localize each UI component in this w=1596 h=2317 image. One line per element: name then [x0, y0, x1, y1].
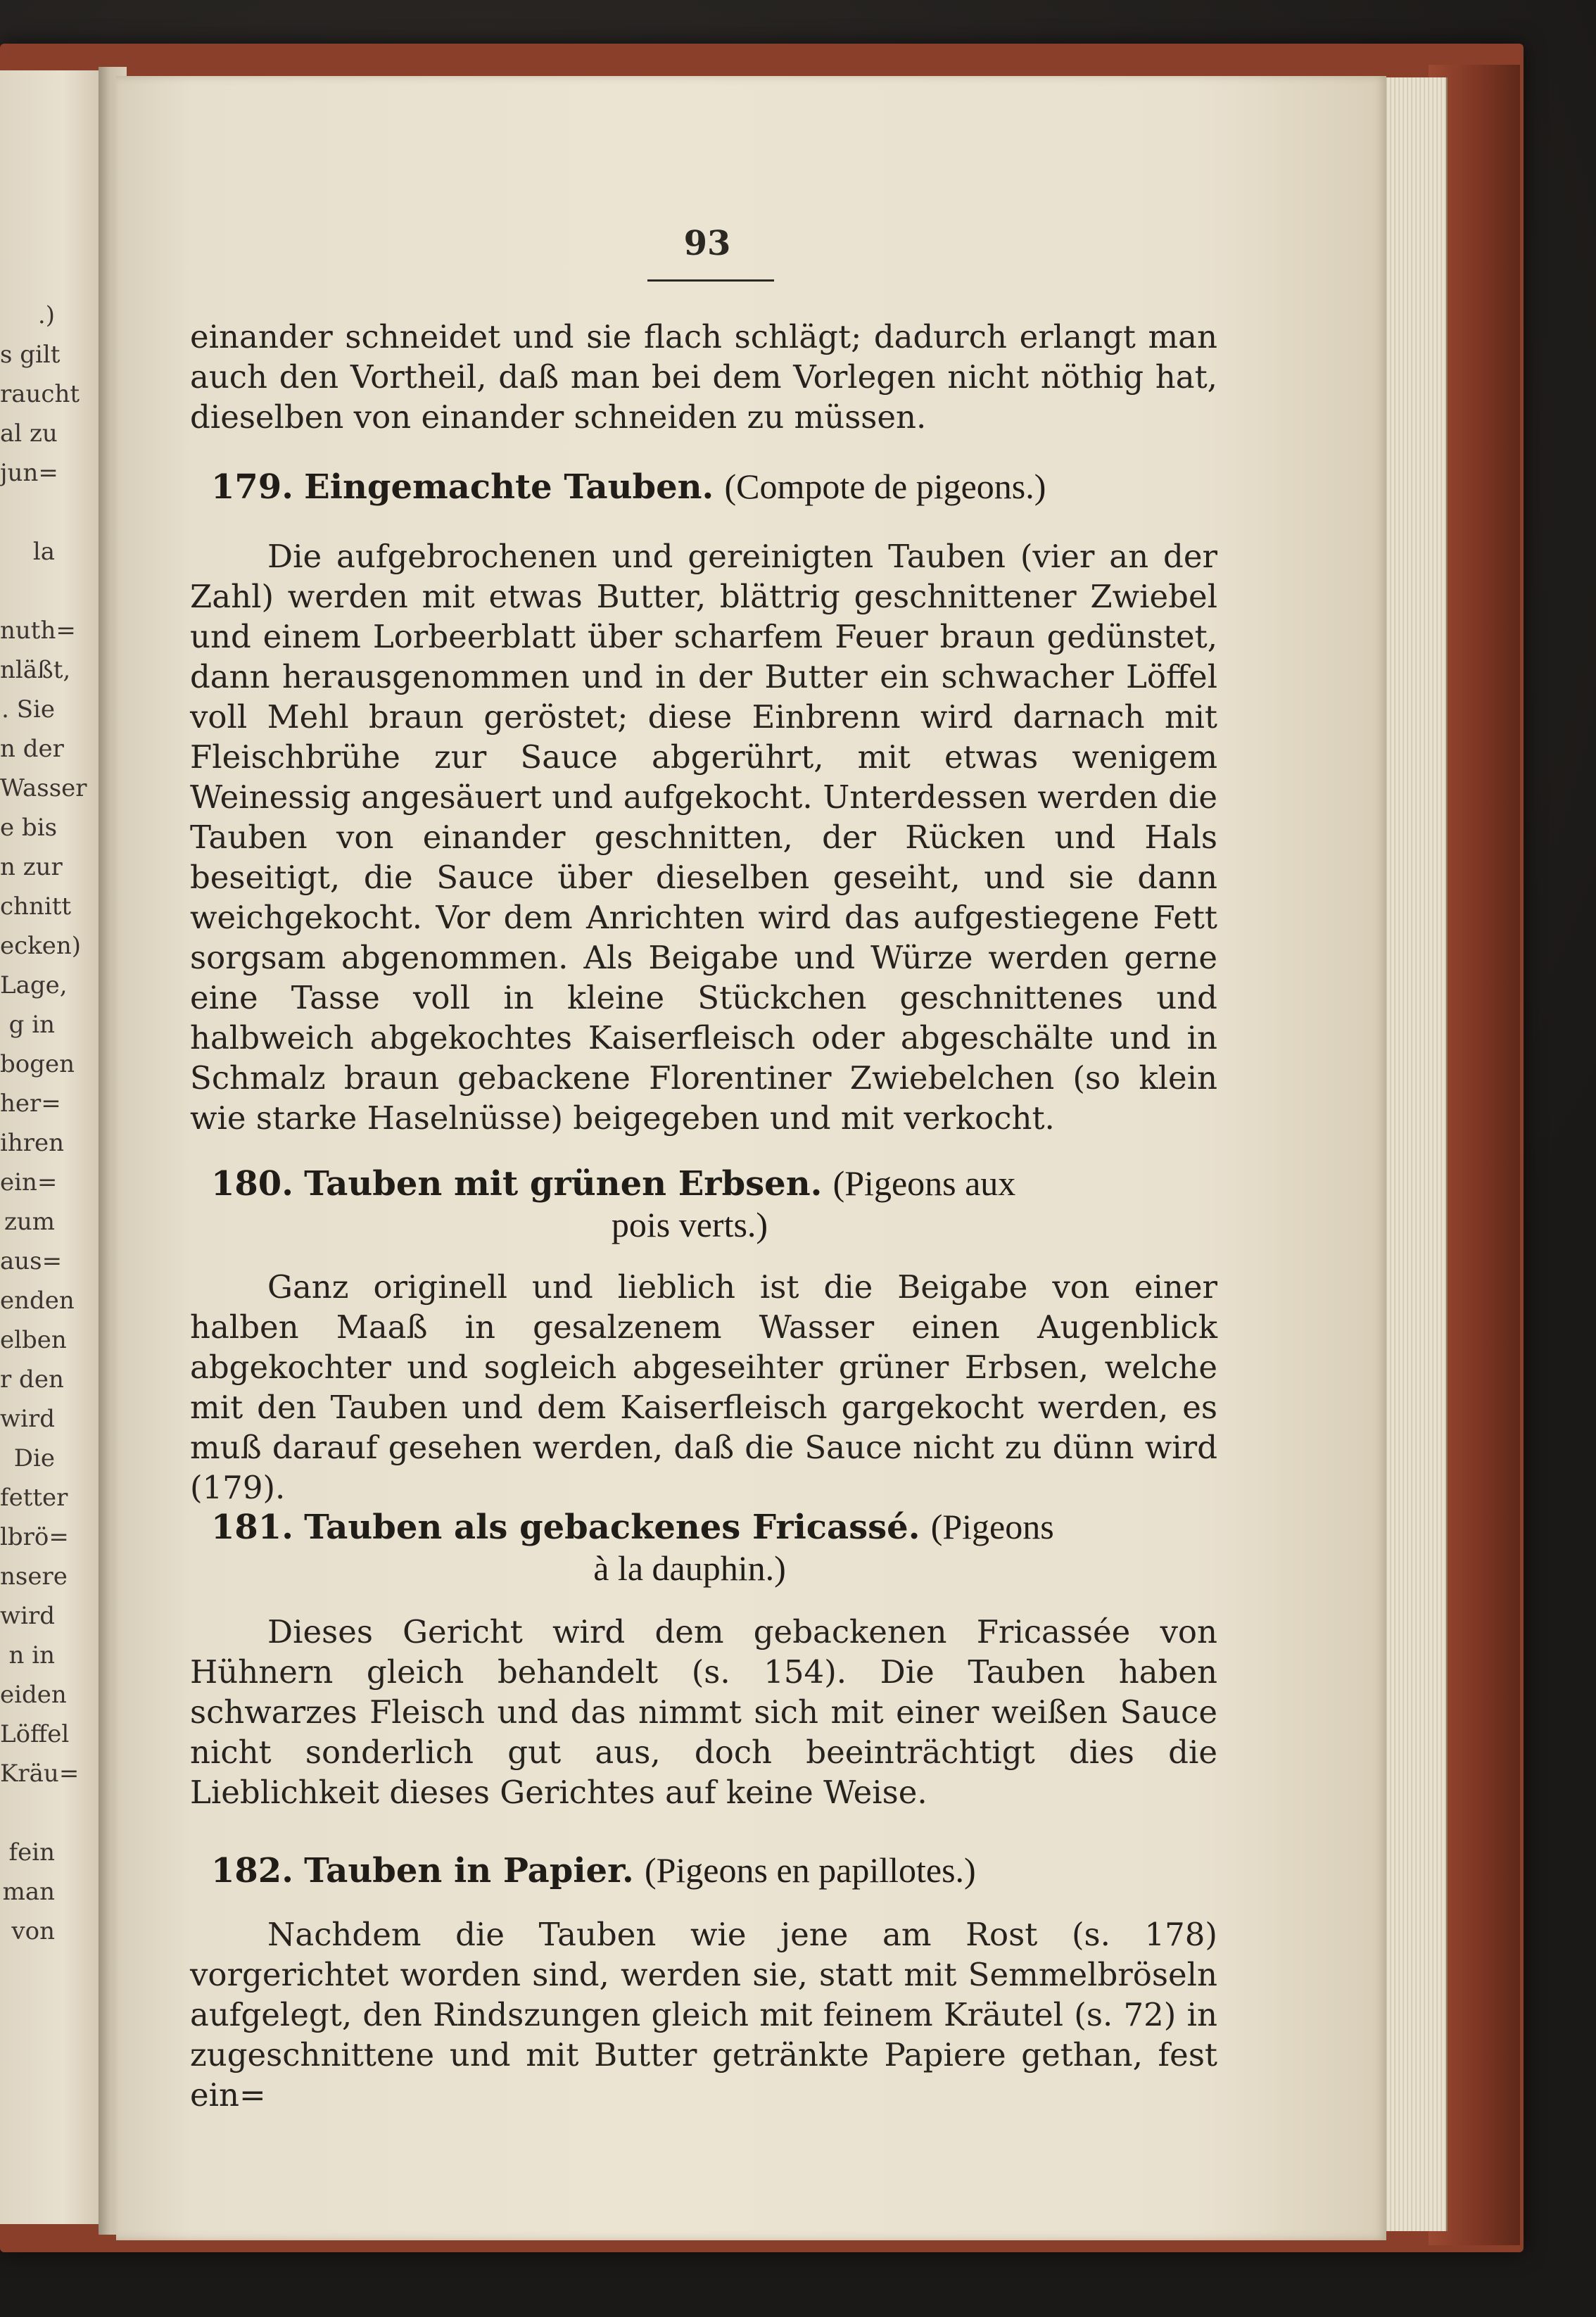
- section-body-179: [190, 536, 1217, 1138]
- left-fragment-line: la: [32, 538, 55, 566]
- left-fragment-line: ecken): [0, 932, 82, 960]
- section-number: 179.: [211, 467, 293, 507]
- left-fragment-line: man: [2, 1878, 55, 1906]
- section-french-title: (Pigeons: [930, 1507, 1054, 1546]
- section-heading-181: [211, 1506, 1196, 1589]
- left-fragment-line: wird: [0, 1405, 55, 1433]
- left-fragment-line: fein: [8, 1838, 55, 1867]
- left-fragment-line: n zur: [0, 853, 63, 881]
- left-fragment-line: nsere: [0, 1562, 68, 1591]
- left-fragment-line: jun=: [0, 459, 58, 487]
- section-body-text: Nachdem die Tauben wie jene am Rost (s. 178) vorgerichtet worden sind, werden sie, statt mit Semmelbröseln aufgelegt, den Rindszungen gleich mit feinem Kräutel (s. 72) in zugeschnittene und mit Butter getränkte Papiere gethan, fest ein=: [190, 1916, 1217, 2114]
- section-body-180: [190, 1267, 1217, 1508]
- intro-paragraph: [190, 317, 1217, 437]
- left-fragment-line: g in: [8, 1011, 55, 1039]
- page-stack-edge: [1379, 77, 1448, 2231]
- left-fragment-line: nläßt,: [0, 656, 71, 684]
- left-fragment-line: eiden: [0, 1681, 67, 1709]
- left-fragment-line: s gilt: [0, 341, 61, 369]
- left-fragment-line: her=: [0, 1090, 61, 1118]
- left-fragment-line: enden: [0, 1287, 75, 1315]
- left-fragment-line: aus=: [0, 1247, 63, 1275]
- left-fragment-line: Wasser: [0, 774, 87, 802]
- left-fragment-line: fetter: [0, 1484, 68, 1512]
- section-title: Eingemachte Tauben.: [304, 467, 714, 507]
- section-body-181: [190, 1612, 1217, 1812]
- section-body-text: Ganz originell und lieblich ist die Beigabe von einer halben Maaß in gesalzenem Wasser einen Augenblick abgekochter und sogleich abgeseihter grüner Erbsen, welche mit den Tauben und dem Kaiserfleisch gargekocht werden, es muß darauf gesehen werden, daß die Sauce nicht zu dünn wird (179).: [190, 1268, 1217, 1506]
- left-fragment-line: wird: [0, 1602, 55, 1630]
- left-fragment-line: .): [37, 301, 55, 329]
- section-number: 180.: [211, 1164, 293, 1204]
- left-fragment-line: elben: [0, 1326, 67, 1354]
- section-title: Tauben als gebackenes Fricassé.: [304, 1508, 920, 1547]
- section-french-title: (Pigeons aux: [832, 1163, 1016, 1203]
- section-french-title: (Pigeons en papillotes.): [644, 1850, 976, 1890]
- left-fragment-line: n der: [0, 735, 64, 763]
- section-number: 181.: [211, 1508, 293, 1547]
- left-fragment-line: Lage,: [0, 971, 68, 999]
- left-fragment-line: r den: [0, 1365, 64, 1394]
- section-french-title-cont: à la dauphin.): [593, 1548, 786, 1588]
- left-fragment-line: Löffel: [0, 1720, 70, 1748]
- left-fragment-line: Kräu=: [0, 1760, 80, 1788]
- left-fragment-line: lbrö=: [0, 1523, 69, 1551]
- left-fragment-line: raucht: [0, 380, 80, 408]
- section-title: Tauben mit grünen Erbsen.: [304, 1164, 823, 1204]
- left-fragment-line: von: [11, 1917, 55, 1945]
- section-body-text: Dieses Gericht wird dem gebackenen Fricassée von Hühnern gleich behandelt (s. 154). Die Tauben haben schwarzes Fleisch und das nimmt sich mit einer weißen Sauce nicht sonderlich gut aus, doch beeinträchtigt dies die Lieblichkeit dieses Gerichtes auf keine Weise.: [190, 1613, 1217, 1811]
- section-title: Tauben in Papier.: [304, 1851, 634, 1890]
- left-fragment-line: nuth=: [0, 617, 76, 645]
- left-fragment-line: ihren: [0, 1129, 65, 1157]
- section-heading-179: [211, 466, 1196, 507]
- left-fragment-line: [0, 572, 55, 611]
- left-fragment-line: zum: [4, 1208, 55, 1236]
- left-fragment-line: [0, 493, 55, 532]
- left-fragment-line: n in: [8, 1641, 55, 1669]
- left-fragment-line: Die: [13, 1444, 55, 1472]
- left-page-text-fragments: [0, 296, 87, 2097]
- section-heading-182: [211, 1850, 1196, 1891]
- section-body-text: Die aufgebrochenen und gereinigten Tauben (vier an der Zahl) werden mit etwas Butter, blättrig geschnittener Zwiebel und einem Lorbeerblatt über scharfem Feuer braun gedünstet, dann herausgenommen und in der Butter ein schwacher Löffel voll Mehl braun geröstet; diese Einbrenn wird darnach mit Fleischbrühe zur Sauce abgerührt, mit etwas wenigem Weinessig angesäuert und aufgekocht. Unterdessen werden die Tauben von einander geschnitten, der Rücken und Hals beseitigt, die Sauce über dieselben geseiht, und sie dann weichgekocht. Vor dem Anrichten wird das aufgestiegene Fett sorgsam abgenommen. Als Beigabe und Würze werden gerne eine Tasse voll in kleine Stückchen geschnittenes und halbweich abgekochtes Kaiserfleisch oder abgeschälte und in Schmalz braun gebackene Florentiner Zwiebelchen (so klein wie starke Haselnüsse) beigegeben und mit verkocht.: [190, 538, 1217, 1137]
- section-body-182: [190, 1914, 1217, 2115]
- section-heading-180: [211, 1163, 1196, 1245]
- left-fragment-line: [0, 1793, 55, 1833]
- left-fragment-line: e bis: [0, 814, 58, 842]
- section-french-title: (Compote de pigeons.): [724, 467, 1046, 506]
- section-french-title-cont: pois verts.): [611, 1205, 768, 1244]
- page-number-rule: [647, 279, 774, 282]
- left-fragment-line: . Sie: [1, 695, 55, 724]
- page-number: 93: [683, 224, 731, 263]
- section-number: 182.: [211, 1851, 293, 1890]
- intro-text: einander schneidet und sie flach schlägt; dadurch erlangt man auch den Vortheil, daß man bei dem Vorlegen nicht nöthig hat, dieselben von einander schneiden zu müssen.: [190, 318, 1217, 436]
- left-fragment-line: bogen: [0, 1050, 75, 1078]
- left-fragment-line: chnitt: [0, 892, 72, 921]
- left-fragment-line: al zu: [0, 419, 58, 448]
- left-fragment-line: ein=: [0, 1168, 58, 1197]
